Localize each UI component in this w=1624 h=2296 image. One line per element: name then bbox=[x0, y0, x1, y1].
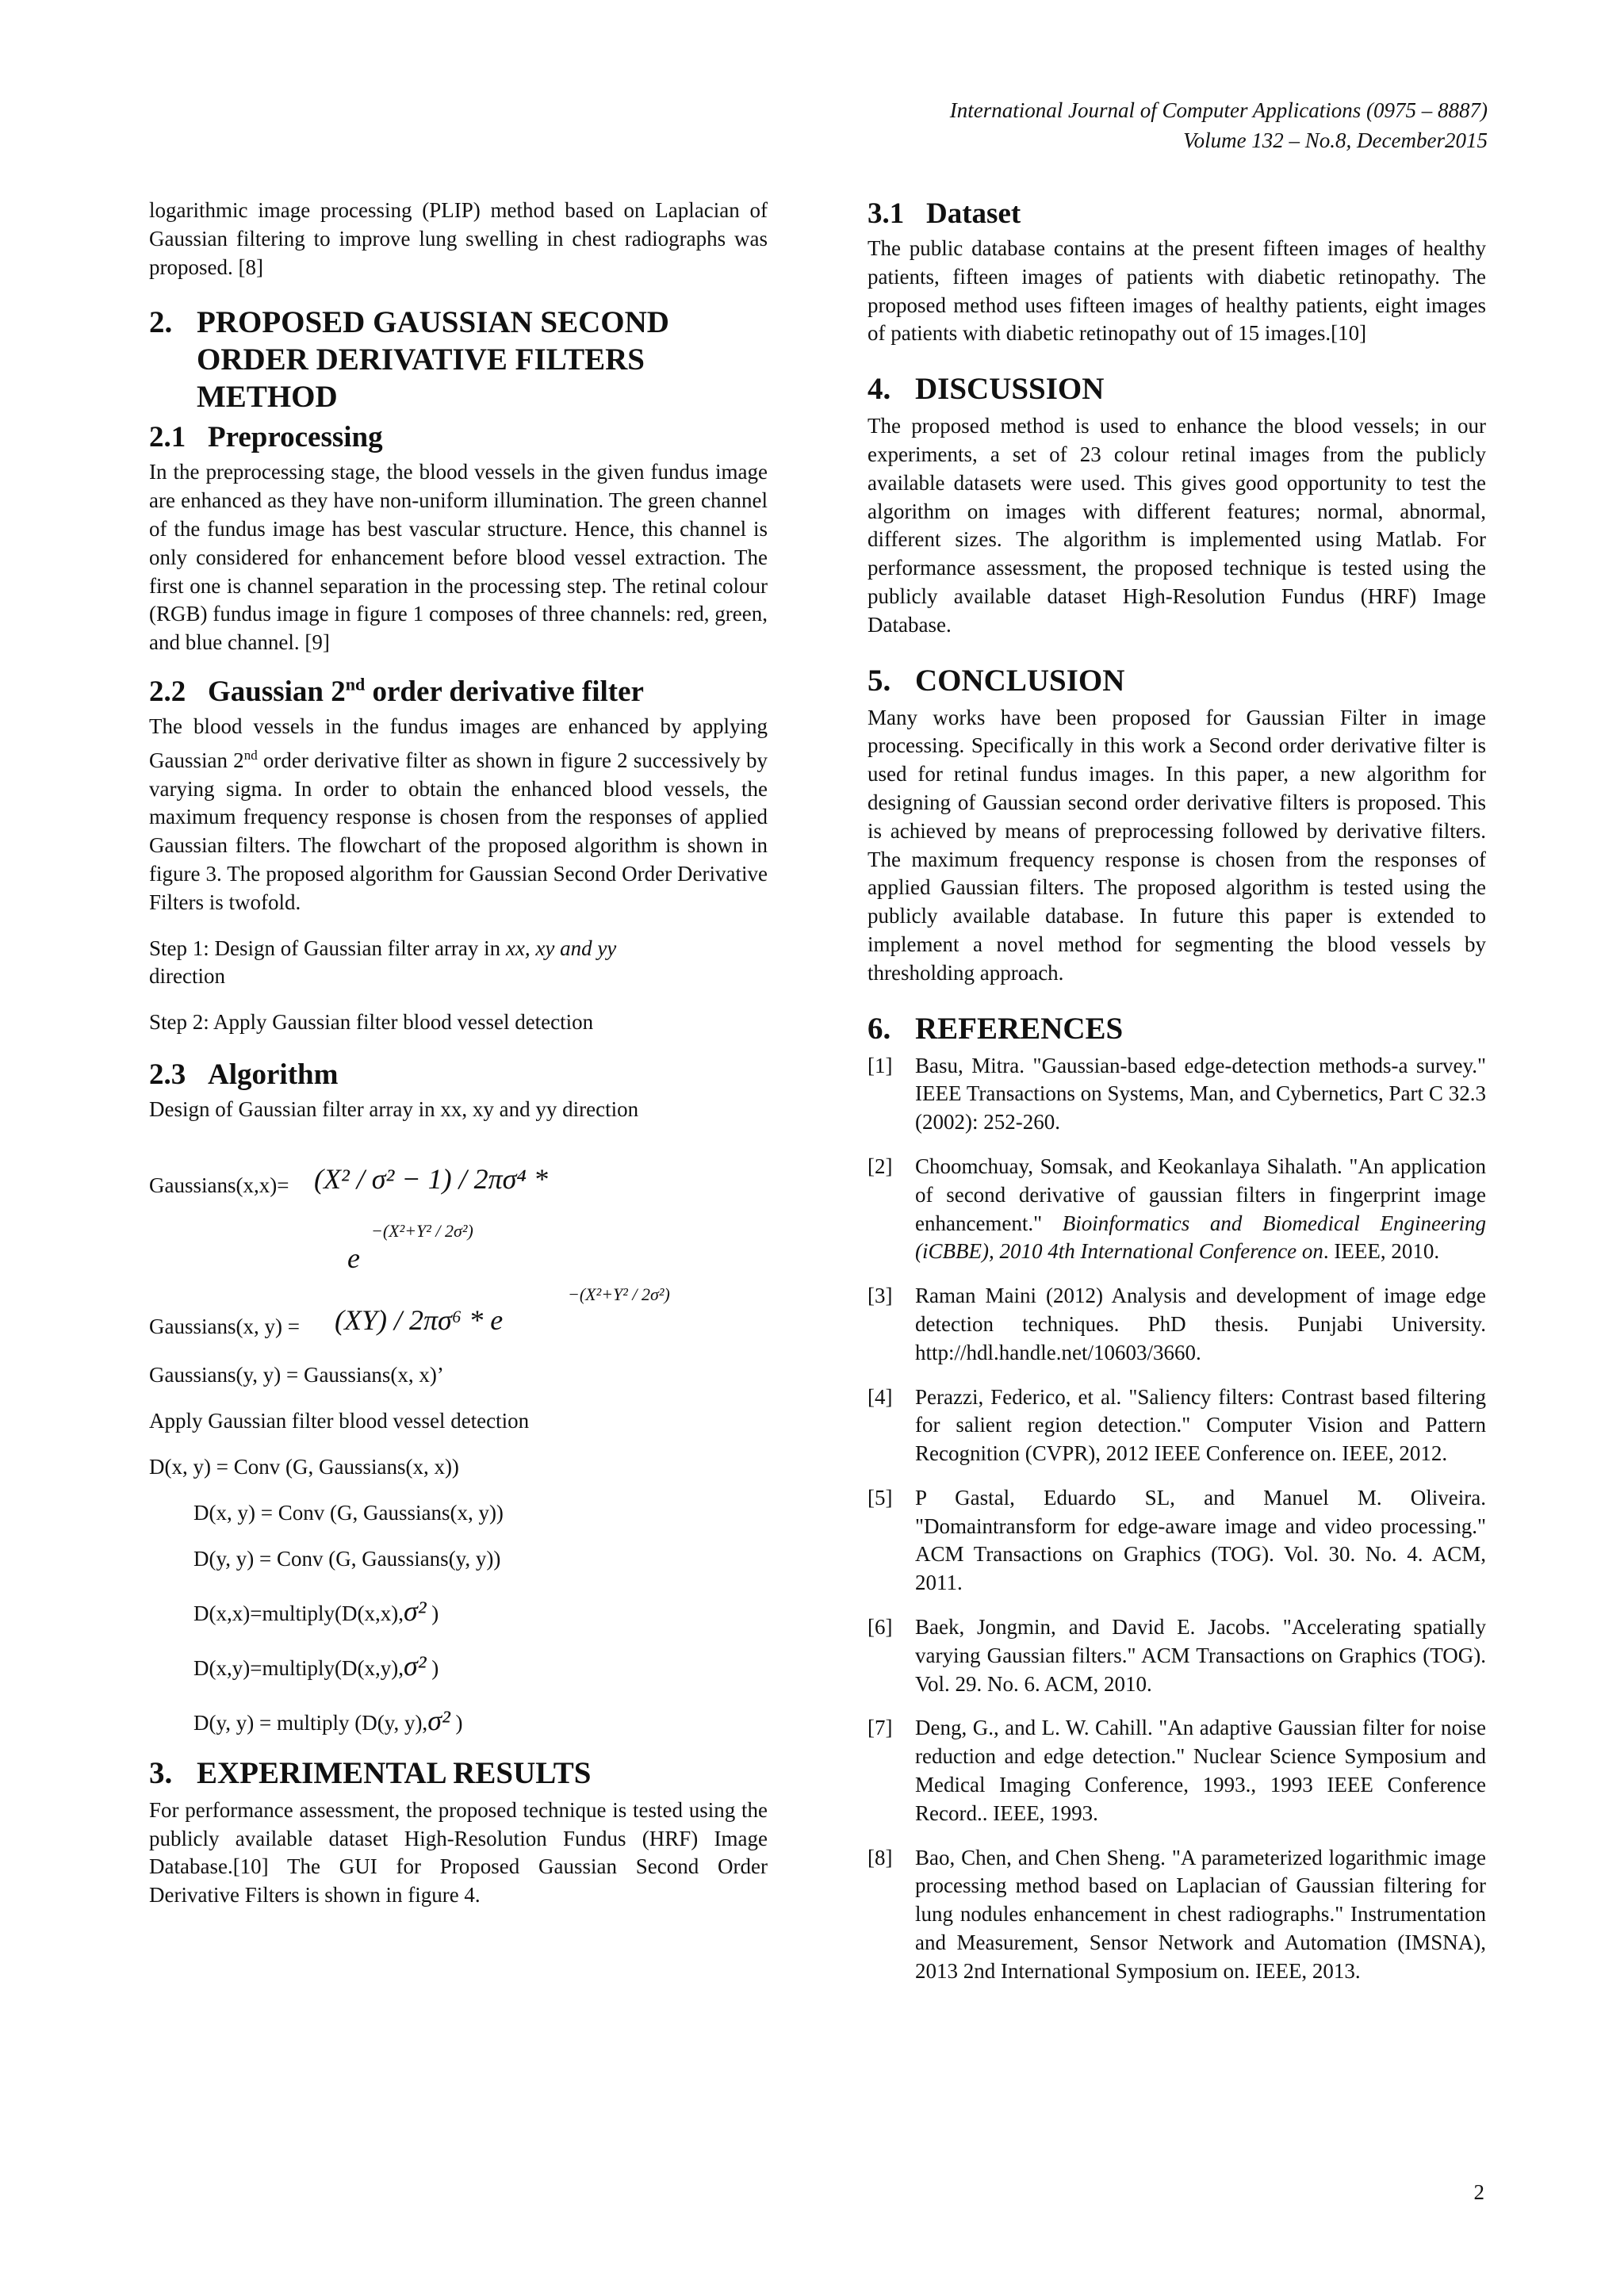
equation-label: Gaussians(x,x)= bbox=[149, 1173, 289, 1197]
text-run: D(y, y) = multiply (D(y, y), bbox=[193, 1710, 428, 1735]
section-2-heading bbox=[149, 304, 768, 415]
reference-number: [6] bbox=[868, 1615, 893, 1640]
reference-item bbox=[868, 1153, 1486, 1266]
sigma-squared: σ² bbox=[403, 1649, 427, 1682]
section-title: EXPERIMENTAL RESULTS bbox=[197, 1755, 592, 1790]
text-run: Step 1: Design of Gaussian filter array in bbox=[149, 936, 506, 960]
section-title: CONCLUSION bbox=[915, 663, 1125, 698]
section-number: 2.3 bbox=[149, 1058, 186, 1091]
section-number: 5. bbox=[868, 663, 891, 698]
section-number: 3. bbox=[149, 1755, 173, 1790]
text-run: ) bbox=[455, 1710, 463, 1735]
section-title-part: order derivative filter bbox=[365, 675, 644, 708]
reference-text bbox=[915, 1052, 1486, 1137]
superscript: nd bbox=[345, 674, 366, 695]
apply-text: Apply Gaussian filter blood vessel detection bbox=[149, 1408, 530, 1433]
superscript: nd bbox=[243, 747, 258, 763]
text-run: Basu, Mitra. "Gaussian-based edge-detection methods-a survey." IEEE Transactions on Systems, Man, and Cybernetics, Part C 32.3 (2002): 252-260. bbox=[915, 1053, 1486, 1135]
text-run: order derivative filter as shown in figure 2 successively by varying sigma. In order to obtain the enhanced blood vessels, the maximum frequency response is chosen from the responses of applied Gaussian filters. The flowchart of the proposed algorithm is shown in figure 3. The proposed algorithm for Gaussian Second Order Derivative Filters is twofold. bbox=[149, 748, 768, 914]
multiply-xy bbox=[149, 1651, 768, 1682]
reference-text bbox=[915, 1153, 1486, 1266]
reference-item bbox=[868, 1052, 1486, 1137]
right-column bbox=[868, 197, 1486, 2002]
section-2-1-heading bbox=[149, 420, 768, 455]
reference-text bbox=[915, 1383, 1486, 1468]
section-4-heading bbox=[868, 370, 1486, 408]
equation-gaussians-yy: Gaussians(y, y) = Gaussians(x, x)’ bbox=[149, 1362, 444, 1387]
equation-gaussians-xy bbox=[149, 1284, 768, 1345]
section-2-3-heading bbox=[149, 1058, 768, 1093]
conv-xx: D(x, y) = Conv (G, Gaussians(x, x)) bbox=[149, 1454, 459, 1479]
reference-number: [4] bbox=[868, 1384, 893, 1409]
left-column bbox=[149, 197, 768, 1910]
reference-number: [5] bbox=[868, 1485, 893, 1510]
page-header bbox=[950, 95, 1488, 155]
equation-label: Gaussians(x, y) = bbox=[149, 1314, 300, 1338]
references-list bbox=[868, 1052, 1486, 1986]
sigma-squared: σ² bbox=[403, 1594, 427, 1627]
dataset-paragraph: The public database contains at the present fifteen images of healthy patients, fifteen images of patients with diabetic retinopathy. The proposed method uses fifteen images of healthy patients, eight images of patients with diabetic retinopathy out of 15 images.[10] bbox=[868, 236, 1486, 346]
text-run: D(x,y)=multiply(D(x,y), bbox=[193, 1655, 404, 1680]
section-3-1-heading bbox=[868, 197, 1486, 232]
equation-math: (XY) / 2πσ⁶ * e bbox=[335, 1303, 504, 1336]
reference-text bbox=[915, 1484, 1486, 1598]
text-run: Choomchuay, Somsak, and Keokanlaya Sihalath. "An application of second derivative of gaussian filters in fingerprint image enhancement." bbox=[915, 1154, 1486, 1235]
reference-item bbox=[868, 1383, 1486, 1468]
section-number: 6. bbox=[868, 1011, 891, 1046]
text-run: P Gastal, Eduardo SL, and Manuel M. Oliveira. "Domaintransform for edge-aware image and video processing." ACM Transactions on Graphics (TOG). Vol. 30. No. 4. ACM, 2011. bbox=[915, 1485, 1486, 1595]
volume-info: Volume 132 – No.8, December2015 bbox=[1183, 128, 1488, 152]
algorithm-intro: Design of Gaussian filter array in xx, xy and yy direction bbox=[149, 1096, 639, 1121]
equation-math: (X² / σ² − 1) / 2πσ⁴ * bbox=[314, 1162, 548, 1195]
reference-number: [2] bbox=[868, 1154, 893, 1178]
text-run: Bao, Chen, and Chen Sheng. "A parameterized logarithmic image processing method based on Laplacian of Gaussian filtering for lung nodules enhancement in chest radiographs." Instrumentation and Measurement, Sensor Network and Automation (IMSNA), 2013 2nd International Symposium on. IEEE, 2013. bbox=[915, 1845, 1486, 1983]
equation-exponent: −(X²+Y² / 2σ²) bbox=[371, 1220, 473, 1241]
step-1 bbox=[149, 935, 768, 992]
results-paragraph: For performance assessment, the proposed technique is tested using the publicly available dataset High-Resolution Fundus (HRF) Image Database.[10] The GUI for Proposed Gaussian Second Order Derivative Filters is shown in figure 4. bbox=[149, 1797, 768, 1908]
reference-item bbox=[868, 1844, 1486, 1986]
reference-item bbox=[868, 1613, 1486, 1698]
page-number: 2 bbox=[1473, 2180, 1484, 2204]
reference-text bbox=[915, 1714, 1486, 1827]
section-5-heading bbox=[868, 662, 1486, 699]
discussion-paragraph: The proposed method is used to enhance the blood vessels; in our experiments, a set of 23 colour retinal images from the publicly available datasets were used. This gives good opportunity to test the algorithm on images with different features; normal, abnormal, different sizes. The algorithm is implemented using Matlab. For performance assessment, the proposed technique is tested using the publicly available dataset High-Resolution Fundus (HRF) Image Database. bbox=[868, 414, 1486, 637]
step-2: Step 2: Apply Gaussian filter blood vessel detection bbox=[149, 1010, 594, 1035]
italic-run: Bioinformatics and Biomedical Engineering (iCBBE), 2010 4th International Conference on bbox=[915, 1211, 1486, 1264]
section-number: 2. bbox=[149, 305, 173, 340]
text-run: Deng, G., and L. W. Cahill. "An adaptive Gaussian filter for noise reduction and edge detection." Nuclear Science Symposium and Medical Imaging Conference, 1993., 1993 IEEE Conference Record.. IEEE, 1993. bbox=[915, 1716, 1486, 1825]
text-run: Raman Maini (2012) Analysis and development of image edge detection techniques. PhD thesis. Punjabi University. http://hdl.handle.net/10603/3660. bbox=[915, 1284, 1486, 1364]
section-title: Dataset bbox=[926, 197, 1021, 230]
reference-number: [3] bbox=[868, 1284, 893, 1308]
text-run: ) bbox=[431, 1601, 439, 1625]
text-run: Perazzi, Federico, et al. "Saliency filters: Contrast based filtering for salient region detection." Computer Vision and Pattern Recognition (CVPR), 2012 IEEE Conference on. IEEE, 2012. bbox=[915, 1384, 1486, 1466]
section-number: 3.1 bbox=[868, 197, 905, 230]
section-title: REFERENCES bbox=[915, 1011, 1124, 1046]
conclusion-paragraph: Many works have been proposed for Gaussian Filter in image processing. Specifically in this work a Second order derivative filter is used for retinal fundus images. In this paper, a new algorithm for designing of Gaussian second order derivative filters is proposed. This is achieved by means of preprocessing followed by derivative filters. The maximum frequency response is chosen from the responses of applied Gaussian filters. The proposed algorithm is tested using the publicly available database. In future this paper is extended to implement a novel method for segmenting the blood vessels by thresholding approach. bbox=[868, 705, 1486, 985]
section-title: DISCUSSION bbox=[915, 372, 1105, 407]
reference-text bbox=[915, 1282, 1486, 1367]
text-run: ) bbox=[431, 1655, 439, 1680]
sigma-squared: σ² bbox=[427, 1704, 450, 1736]
section-number: 2.2 bbox=[149, 675, 186, 708]
equation-gaussians-xx bbox=[149, 1156, 768, 1275]
text-run: D(x,x)=multiply(D(x,x), bbox=[193, 1601, 404, 1625]
section-3-heading bbox=[149, 1755, 768, 1792]
text-run: The blood vessels in the fundus images are enhanced by applying Gaussian 2 bbox=[149, 714, 768, 772]
reference-item bbox=[868, 1484, 1486, 1598]
reference-number: [8] bbox=[868, 1845, 893, 1869]
text-run: Baek, Jongmin, and David E. Jacobs. "Accelerating spatially varying Gaussian filters." ACM Transactions on Graphics (TOG). Vol. 29. No. 6. ACM, 2010. bbox=[915, 1615, 1486, 1696]
reference-item bbox=[868, 1282, 1486, 1367]
reference-item bbox=[868, 1714, 1486, 1827]
reference-text bbox=[915, 1613, 1486, 1698]
section-title: Preprocessing bbox=[208, 421, 383, 454]
italic-run: xx, xy and yy bbox=[505, 936, 617, 960]
conv-yy: D(y, y) = Conv (G, Gaussians(y, y)) bbox=[193, 1546, 501, 1571]
conv-xy: D(x, y) = Conv (G, Gaussians(x, y)) bbox=[193, 1500, 504, 1525]
section-2-2-heading bbox=[149, 675, 768, 710]
section-title-part: Gaussian 2 bbox=[208, 675, 346, 708]
multiply-yy bbox=[149, 1706, 768, 1737]
section-6-heading bbox=[868, 1010, 1486, 1047]
multiply-xx bbox=[149, 1594, 768, 1628]
section-number: 4. bbox=[868, 372, 891, 407]
journal-name: International Journal of Computer Applications (0975 – 8887) bbox=[949, 98, 1488, 122]
filter-paragraph bbox=[149, 713, 768, 917]
equation-base: e bbox=[347, 1242, 360, 1274]
equation-exponent: −(X²+Y² / 2σ²) bbox=[568, 1284, 670, 1304]
reference-text bbox=[915, 1844, 1486, 1986]
text-run: direction bbox=[149, 964, 225, 989]
reference-number: [1] bbox=[868, 1053, 893, 1077]
preprocessing-paragraph: In the preprocessing stage, the blood vessels in the given fundus image are enhanced as they have non-uniform illumination. The green channel of the fundus image has best vascular structure. Hence, this channel is only considered for enhancement before blood vessel extraction. The first one is channel separation in the processing step. The retinal colour (RGB) fundus image in figure 1 composes of three channels: red, green, and blue channel. [9] bbox=[149, 460, 768, 655]
section-title: Algorithm bbox=[208, 1058, 339, 1091]
section-title: PROPOSED GAUSSIAN SECOND ORDER DERIVATIVE FILTERS METHOD bbox=[197, 305, 669, 415]
text-run: . IEEE, 2010. bbox=[1323, 1239, 1440, 1264]
section-number: 2.1 bbox=[149, 421, 186, 454]
reference-number: [7] bbox=[868, 1716, 893, 1740]
intro-paragraph: logarithmic image processing (PLIP) method based on Laplacian of Gaussian filtering to improve lung swelling in chest radiographs was proposed. [8] bbox=[149, 198, 768, 279]
